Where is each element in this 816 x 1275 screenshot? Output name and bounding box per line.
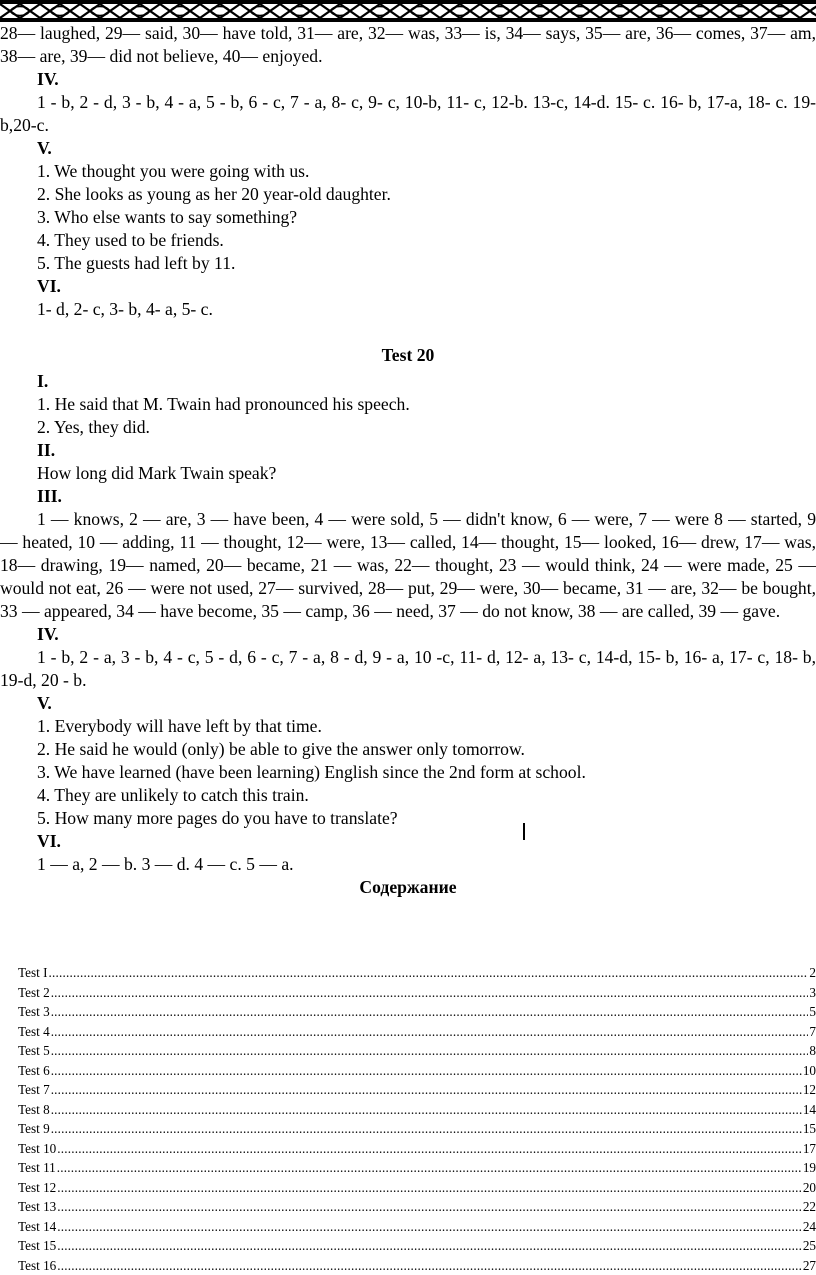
list-item: 2. Yes, they did.	[37, 417, 150, 437]
table-of-contents	[18, 963, 816, 1275]
test-20-title: Test 20	[381, 345, 435, 365]
toc-dot-leader	[57, 1256, 802, 1275]
toc-entry[interactable]	[18, 1256, 816, 1275]
toc-entry-label: Test 14	[18, 1218, 57, 1234]
toc-entry[interactable]	[18, 1061, 816, 1081]
toc-dot-leader	[57, 1197, 802, 1217]
toc-entry-page: 17	[802, 1140, 816, 1156]
toc-entry[interactable]	[18, 1022, 816, 1042]
toc-dot-leader	[51, 983, 809, 1003]
toc-entry-page: 20	[802, 1179, 816, 1195]
section-V-label: V.	[37, 138, 52, 158]
answers-VI: 1- d, 2- c, 3- b, 4- a, 5- c.	[37, 299, 213, 319]
list-item: 3. Who else wants to say something?	[37, 207, 298, 227]
toc-dot-leader	[51, 1080, 802, 1100]
toc-entry-page: 22	[802, 1199, 816, 1214]
toc-entry-label: Test 10	[18, 1140, 57, 1156]
toc-entry[interactable]	[18, 983, 816, 1003]
toc-dot-leader	[51, 1119, 802, 1139]
decorative-border	[0, 0, 816, 22]
toc-entry[interactable]	[18, 1158, 816, 1178]
list-item: 5. The guests had left by 11.	[37, 253, 236, 273]
toc-entry[interactable]	[18, 1119, 816, 1139]
answers-VI: 1 — a, 2 — b. 3 — d. 4 — c. 5 — a.	[37, 854, 294, 874]
toc-entry-label: Test 16	[18, 1257, 57, 1273]
list-item: 4. They used to be friends.	[37, 230, 224, 250]
toc-entry-page: 2	[809, 965, 816, 980]
toc-entry[interactable]	[18, 1178, 816, 1198]
toc-entry-page: 27	[802, 1257, 816, 1273]
toc-entry-page: 10	[802, 1062, 816, 1078]
toc-dot-leader	[51, 1022, 809, 1042]
toc-entry-label: Test I	[18, 965, 48, 980]
toc-entry-page: 7	[809, 1023, 816, 1039]
toc-entry-page: 14	[802, 1101, 816, 1117]
answer-key	[0, 22, 816, 899]
toc-entry-label: Test 9	[18, 1121, 50, 1136]
toc-entry[interactable]	[18, 1100, 816, 1120]
section-VI-label: VI.	[37, 831, 61, 851]
section-IV-label: IV.	[37, 69, 59, 89]
toc-entry-label: Test 3	[18, 1004, 50, 1019]
toc-entry-page: 3	[809, 984, 816, 1000]
toc-dot-leader	[57, 1178, 802, 1198]
answers-IV: 1 - b, 2 - d, 3 - b, 4 - a, 5 - b, 6 - c, 7 - a, 8- c, 9- c, 10-b, 11- c, 12-b. 13-c, 14-d. 15- c. 16- b, 17-a, 18- c. 19-b,20-c.	[0, 92, 816, 135]
toc-entry-page: 19	[802, 1160, 816, 1175]
answers-III: 1 — knows, 2 — are, 3 — have been, 4 — were sold, 5 — didn't know, 6 — were, 7 — were 8 — started, 9 — heated, 10 — adding, 11 — thought, 12— were, 13— called, 14— thought, 15— looked, 16— drew, 17— was, 18— drawing, 19— named, 20— became, 21 — was, 22— thought, 23 — would think, 24 — were made, 25 — would not eat, 26 — were not used, 27— survived, 28— put, 29— were, 30— became, 31 — are, 32— be bought, 33 — appeared, 34 — have become, 35 — camp, 36 — need, 37 — do not know, 38 — are called, 39 — gave.	[0, 509, 816, 621]
section-VI-label: VI.	[37, 276, 61, 296]
list-item: 2. She looks as young as her 20 year-old daughter.	[37, 184, 391, 204]
list-item: 1. We thought you were going with us.	[37, 161, 310, 181]
toc-title: Содержание	[359, 877, 457, 897]
toc-entry-label: Test 6	[18, 1062, 50, 1078]
toc-entry-page: 5	[809, 1004, 816, 1019]
list-item: 1. He said that M. Twain had pronounced his speech.	[37, 394, 410, 414]
toc-entry-label: Test 8	[18, 1101, 50, 1117]
toc-entry-label: Test 12	[18, 1179, 57, 1195]
list-item: 2. He said he would (only) be able to give the answer only tomorrow.	[37, 739, 525, 759]
toc-entry[interactable]	[18, 1080, 816, 1100]
answers-IV: 1 - b, 2 - a, 3 - b, 4 - c, 5 - d, 6 - c, 7 - a, 8 - d, 9 - a, 10 -c, 11- d, 12- a, 13- c, 14-d, 15- b, 16- a, 17- c, 18- b, 19-d, 20 - b.	[0, 647, 816, 690]
toc-entry[interactable]	[18, 1041, 816, 1061]
toc-dot-leader	[57, 1139, 802, 1159]
toc-dot-leader	[57, 1158, 802, 1178]
toc-dot-leader	[51, 1002, 809, 1022]
toc-entry[interactable]	[18, 1197, 816, 1217]
answers-II: How long did Mark Twain speak?	[37, 463, 277, 483]
list-item: 4. They are unlikely to catch this train.	[37, 785, 309, 805]
toc-dot-leader	[48, 963, 808, 983]
toc-dot-leader	[57, 1236, 802, 1256]
toc-entry[interactable]	[18, 1217, 816, 1237]
toc-entry-label: Test 4	[18, 1023, 50, 1039]
section-IV-label: IV.	[37, 624, 59, 644]
toc-entry-page: 15	[802, 1121, 816, 1136]
toc-entry-label: Test 5	[18, 1043, 50, 1058]
toc-entry-label: Test 11	[18, 1160, 56, 1175]
toc-entry-page: 12	[802, 1082, 816, 1097]
section-I-label: I.	[37, 371, 49, 391]
toc-entry[interactable]	[18, 1139, 816, 1159]
section-III-label: III.	[37, 486, 62, 506]
toc-entry[interactable]	[18, 1236, 816, 1256]
toc-entry-label: Test 7	[18, 1082, 50, 1097]
toc-dot-leader	[51, 1061, 802, 1081]
toc-entry-page: 8	[809, 1043, 816, 1058]
toc-entry-label: Test 2	[18, 984, 50, 1000]
toc-dot-leader	[57, 1217, 802, 1237]
toc-entry-label: Test 13	[18, 1199, 57, 1214]
list-item: 3. We have learned (have been learning) English since the 2nd form at school.	[37, 762, 586, 782]
toc-dot-leader	[51, 1100, 802, 1120]
answers-III-continued: 28— laughed, 29— said, 30— have told, 31— are, 32— was, 33— is, 34— says, 35— are, 36— comes, 37— am, 38— are, 39— did not believe, 40— enjoyed.	[0, 23, 816, 66]
section-II-label: II.	[37, 440, 56, 460]
toc-entry-page: 24	[802, 1218, 816, 1234]
section-V-label: V.	[37, 693, 52, 713]
list-item: 1. Everybody will have left by that time.	[37, 716, 322, 736]
toc-entry-page: 25	[802, 1238, 816, 1253]
text-cursor	[523, 823, 525, 840]
toc-entry[interactable]	[18, 1002, 816, 1022]
toc-entry-label: Test 15	[18, 1238, 57, 1253]
toc-dot-leader	[51, 1041, 809, 1061]
toc-entry[interactable]	[18, 963, 816, 983]
list-item: 5. How many more pages do you have to translate?	[37, 808, 398, 828]
